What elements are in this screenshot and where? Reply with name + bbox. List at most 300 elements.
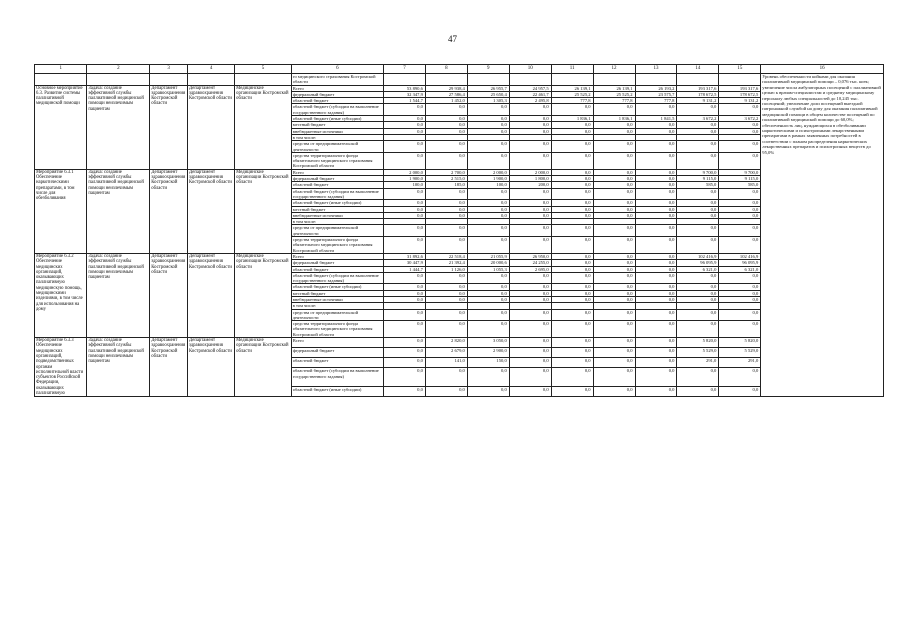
column-number: 16 — [761, 65, 884, 74]
amount-cell: 0,0 — [383, 272, 425, 284]
amount-cell: 1 900,0 — [467, 176, 509, 182]
amount-cell: 0,0 — [509, 290, 551, 296]
funding-source: областной бюджет (субсидии на выполнение государственного задания) — [291, 368, 383, 387]
amount-cell: 102 416,9 — [719, 253, 761, 259]
amount-cell: 193 317,6 — [677, 85, 719, 91]
funding-source: Всего — [291, 169, 383, 175]
co-executor: Департамент здравоохранения Костромской области — [188, 169, 235, 253]
amount-cell: 0,0 — [719, 296, 761, 302]
amount-cell: 0,0 — [635, 321, 677, 338]
amount-cell: 100,0 — [383, 182, 425, 188]
amount-cell: 0,0 — [635, 152, 677, 169]
amount-cell: 0,0 — [383, 237, 425, 254]
amount-cell: 0,0 — [467, 116, 509, 122]
amount-cell: 0,0 — [593, 368, 635, 387]
amount-cell: 0,0 — [509, 348, 551, 358]
amount-cell: 0,0 — [467, 237, 509, 254]
participants: Медицинские организации Костромской области — [235, 253, 292, 337]
amount-cell: 0,0 — [635, 122, 677, 128]
amount-cell: 0,0 — [635, 176, 677, 182]
amount-cell: 0,0 — [677, 206, 719, 212]
amount-cell: 0,0 — [467, 290, 509, 296]
amount-cell: 27 586,4 — [425, 91, 467, 97]
amount-cell: 0,0 — [467, 212, 509, 218]
amount-cell: 0,0 — [635, 260, 677, 266]
amount-cell: 0,0 — [593, 128, 635, 134]
amount-cell: 0,0 — [509, 116, 551, 122]
amount-cell: 0,0 — [467, 122, 509, 128]
amount-cell: 0,0 — [677, 296, 719, 302]
amount-cell: 0,0 — [383, 309, 425, 321]
amount-cell: 0,0 — [719, 206, 761, 212]
amount-cell: 0,0 — [383, 141, 425, 153]
amount-cell: 0,0 — [593, 284, 635, 290]
amount-cell: 0,0 — [719, 188, 761, 200]
amount-cell: 0,0 — [467, 284, 509, 290]
amount-cell: 0,0 — [635, 182, 677, 188]
amount-cell: 0,0 — [677, 141, 719, 153]
empty-cell — [551, 74, 593, 86]
amount-cell: 25 650,4 — [467, 91, 509, 97]
amount-cell: 0,0 — [383, 200, 425, 206]
funding-source: Всего — [291, 85, 383, 91]
column-number: 15 — [719, 65, 761, 74]
column-number: 9 — [467, 65, 509, 74]
table-row — [35, 169, 884, 175]
table-row — [35, 253, 884, 259]
amount-cell: 0,0 — [635, 212, 677, 218]
amount-cell: 0,0 — [425, 225, 467, 237]
amount-cell: 0,0 — [425, 206, 467, 212]
amount-cell: 0,0 — [677, 290, 719, 296]
column-number-row — [35, 65, 884, 74]
amount-cell: 5 820,0 — [677, 338, 719, 348]
amount-cell: 0,0 — [593, 348, 635, 358]
amount-cell: 2 695,0 — [509, 266, 551, 272]
amount-cell: 0,0 — [593, 253, 635, 259]
amount-cell: 0,0 — [719, 237, 761, 254]
amount-cell: 0,0 — [635, 296, 677, 302]
funding-source: областной бюджет (иные субсидии) — [291, 387, 383, 397]
amount-cell: 0,0 — [677, 128, 719, 134]
amount-cell: 0,0 — [593, 358, 635, 368]
amount-cell: 0,0 — [593, 237, 635, 254]
budget-table — [34, 64, 884, 397]
empty-cell — [383, 74, 425, 86]
amount-cell: 0,0 — [677, 104, 719, 116]
amount-cell: 0,0 — [719, 321, 761, 338]
funding-source: федеральный бюджет — [291, 260, 383, 266]
amount-cell: 102 416,9 — [677, 253, 719, 259]
amount-cell: 0,0 — [635, 200, 677, 206]
amount-cell: 6 321,0 — [719, 266, 761, 272]
amount-cell: 0,0 — [719, 104, 761, 116]
amount-cell: 0,0 — [719, 290, 761, 296]
amount-cell: 0,0 — [551, 338, 593, 348]
amount-cell: 6 321,0 — [677, 266, 719, 272]
amount-cell: 0,0 — [509, 237, 551, 254]
amount-cell: 0,0 — [593, 200, 635, 206]
funding-source: местный бюджет — [291, 290, 383, 296]
amount-cell: 185,0 — [425, 182, 467, 188]
amount-cell: 0,0 — [383, 152, 425, 169]
amount-cell: 0,0 — [509, 284, 551, 290]
amount-cell: 5 820,0 — [719, 338, 761, 348]
participants: Медицинские организации Костромской области — [235, 169, 292, 253]
empty-cell — [467, 74, 509, 86]
funding-source: областной бюджет — [291, 266, 383, 272]
amount-cell: 0,0 — [425, 104, 467, 116]
amount-cell: 0,0 — [551, 272, 593, 284]
amount-cell: 0,0 — [593, 169, 635, 175]
amount-cell: 0,0 — [425, 212, 467, 218]
amount-cell: 0,0 — [467, 200, 509, 206]
amount-cell: 0,0 — [425, 284, 467, 290]
measure-name: Мероприятие 6.3.3 Обеспечение медицинских организаций, подведомственных органам исполнительной власти субъектов Российской Федерации, оказывающих паллиативную — [35, 338, 87, 397]
funding-source: Всего — [291, 338, 383, 348]
amount-cell: 0,0 — [551, 206, 593, 212]
column-number: 3 — [150, 65, 188, 74]
amount-cell: 0,0 — [677, 225, 719, 237]
amount-cell: 178 672,5 — [677, 91, 719, 97]
amount-cell: 0,0 — [593, 296, 635, 302]
amount-cell: 0,0 — [467, 206, 509, 212]
empty-cell — [188, 74, 235, 86]
amount-cell: 0,0 — [677, 122, 719, 128]
amount-cell: 0,0 — [719, 368, 761, 387]
amount-cell: 0,0 — [635, 387, 677, 397]
amount-cell: 0,0 — [551, 169, 593, 175]
column-number: 6 — [291, 65, 383, 74]
amount-cell: 0,0 — [635, 225, 677, 237]
amount-cell: 24 255,0 — [509, 260, 551, 266]
funding-source: федеральный бюджет — [291, 176, 383, 182]
amount-cell: 0,0 — [467, 141, 509, 153]
amount-cell: 0,0 — [635, 188, 677, 200]
empty-cell — [87, 74, 150, 86]
amount-cell: 0,0 — [677, 237, 719, 254]
amount-cell: 0,0 — [719, 200, 761, 206]
amount-cell: 0,0 — [383, 296, 425, 302]
funding-source: средства от предпринимательской деятельности — [291, 309, 383, 321]
amount-cell: 2 679,0 — [425, 348, 467, 358]
amount-cell: 0,0 — [719, 128, 761, 134]
amount-cell: 1 126,0 — [425, 266, 467, 272]
column-number: 14 — [677, 65, 719, 74]
amount-cell: 0,0 — [635, 309, 677, 321]
measure-name: Мероприятие 6.3.1 Обеспечение наркотическими препаратами, в том числе для обезболивания — [35, 169, 87, 253]
amount-cell: 0,0 — [593, 260, 635, 266]
amount-cell: 0,0 — [467, 104, 509, 116]
amount-cell: 0,0 — [509, 368, 551, 387]
amount-cell: 0,0 — [593, 387, 635, 397]
amount-cell: 0,0 — [467, 272, 509, 284]
amount-cell: 0,0 — [635, 284, 677, 290]
amount-cell: 53 890,6 — [383, 85, 425, 91]
amount-cell: 0,0 — [425, 290, 467, 296]
participants: Медицинские организации Костромской области — [235, 338, 292, 397]
amount-cell: 291,0 — [677, 358, 719, 368]
amount-cell: 0,0 — [719, 212, 761, 218]
amount-cell: 0,0 — [635, 358, 677, 368]
amount-cell: 2 000,0 — [509, 169, 551, 175]
column-number: 4 — [188, 65, 235, 74]
amount-cell: 0,0 — [551, 200, 593, 206]
amount-cell: 0,0 — [509, 212, 551, 218]
amount-cell: 1 544,7 — [383, 98, 425, 104]
amount-cell: 0,0 — [635, 253, 677, 259]
amount-cell: 0,0 — [467, 387, 509, 397]
amount-cell: 0,0 — [509, 387, 551, 397]
amount-cell: 0,0 — [383, 358, 425, 368]
amount-cell: 0,0 — [593, 122, 635, 128]
responsible-executor: Департамент здравоохранения Костромской области — [150, 85, 188, 169]
amount-cell: 32 347,9 — [383, 91, 425, 97]
amount-cell: 0,0 — [383, 290, 425, 296]
amount-cell: 0,0 — [677, 321, 719, 338]
amount-cell: 0,0 — [593, 104, 635, 116]
amount-cell: 0,0 — [425, 122, 467, 128]
amount-cell: 2 700,0 — [425, 169, 467, 175]
funding-source: го медицинского страхования Костромской области — [291, 74, 383, 86]
amount-cell: 1 055,3 — [467, 266, 509, 272]
amount-cell: 25 525,2 — [593, 91, 635, 97]
funding-source: средства от предпринимательской деятельности — [291, 141, 383, 153]
amount-cell: 0,0 — [425, 309, 467, 321]
amount-cell: 0,0 — [509, 321, 551, 338]
amount-cell: 0,0 — [467, 296, 509, 302]
amount-cell: 0,0 — [593, 141, 635, 153]
amount-cell: 0,0 — [551, 253, 593, 259]
amount-cell: 0,0 — [635, 169, 677, 175]
amount-cell: 0,0 — [509, 152, 551, 169]
amount-cell: 0,0 — [383, 225, 425, 237]
amount-cell: 0,0 — [593, 176, 635, 182]
amount-cell: 0,0 — [383, 368, 425, 387]
co-executor: Департамент здравоохранения Костромской области — [188, 85, 235, 169]
amount-cell: 0,0 — [383, 212, 425, 218]
amount-cell: 0,0 — [551, 387, 593, 397]
task-description: Задача: создание эффективной службы паллиативной медицинской помощи неизлечимым пациентам — [87, 85, 150, 169]
amount-cell: 3 050,0 — [467, 338, 509, 348]
amount-cell: 0,0 — [551, 309, 593, 321]
amount-cell: 3 672,2 — [719, 116, 761, 122]
amount-cell: 0,0 — [467, 188, 509, 200]
amount-cell: 0,0 — [467, 309, 509, 321]
amount-cell: 0,0 — [719, 225, 761, 237]
amount-cell: 0,0 — [551, 296, 593, 302]
amount-cell: 0,0 — [593, 188, 635, 200]
funding-source: областной бюджет (субсидии на выполнение государственного задания) — [291, 272, 383, 284]
amount-cell: 0,0 — [635, 141, 677, 153]
amount-cell: 0,0 — [719, 272, 761, 284]
amount-cell: 0,0 — [635, 104, 677, 116]
amount-cell: 0,0 — [425, 188, 467, 200]
amount-cell: 291,0 — [719, 358, 761, 368]
column-number: 10 — [509, 65, 551, 74]
amount-cell: 21 055,9 — [467, 253, 509, 259]
amount-cell: 0,0 — [719, 122, 761, 128]
amount-cell: 0,0 — [383, 104, 425, 116]
funding-source: областной бюджет — [291, 98, 383, 104]
amount-cell: 0,0 — [509, 104, 551, 116]
amount-cell: 0,0 — [509, 206, 551, 212]
amount-cell: 0,0 — [593, 206, 635, 212]
task-description: Задача: создание эффективной службы паллиативной медицинской помощи неизлечимым пациентам — [87, 253, 150, 337]
amount-cell: 0,0 — [551, 212, 593, 218]
funding-source: областной бюджет — [291, 358, 383, 368]
amount-cell: 0,0 — [551, 237, 593, 254]
amount-cell: 23 575,7 — [635, 91, 677, 97]
amount-cell: 0,0 — [677, 368, 719, 387]
amount-cell: 9 115,0 — [677, 176, 719, 182]
amount-cell: 0,0 — [551, 188, 593, 200]
amount-cell: 0,0 — [593, 225, 635, 237]
amount-cell: 0,0 — [467, 368, 509, 387]
amount-cell: 0,0 — [635, 368, 677, 387]
amount-cell: 0,0 — [593, 266, 635, 272]
amount-cell: 0,0 — [425, 237, 467, 254]
amount-cell: 22 461,7 — [509, 91, 551, 97]
amount-cell: 2 000,0 — [467, 169, 509, 175]
amount-cell: 0,0 — [677, 152, 719, 169]
amount-cell: 9 700,0 — [719, 169, 761, 175]
amount-cell: 0,0 — [551, 290, 593, 296]
amount-cell: 0,0 — [635, 237, 677, 254]
amount-cell: 0,0 — [383, 338, 425, 348]
amount-cell: 2 900,0 — [467, 348, 509, 358]
amount-cell: 0,0 — [551, 152, 593, 169]
amount-cell: 0,0 — [551, 141, 593, 153]
responsible-executor: Департамент здравоохранения Костромской области — [150, 253, 188, 337]
amount-cell: 0,0 — [635, 206, 677, 212]
amount-cell: 0,0 — [677, 200, 719, 206]
amount-cell: 1 305,3 — [467, 98, 509, 104]
amount-cell: 9 131,2 — [719, 98, 761, 104]
responsible-executor: Департамент здравоохранения Костромской области — [150, 338, 188, 397]
amount-cell: 0,0 — [551, 128, 593, 134]
amount-cell: 0,0 — [551, 321, 593, 338]
amount-cell: 0,0 — [551, 260, 593, 266]
amount-cell: 26 193,2 — [635, 85, 677, 91]
amount-cell: 0,0 — [593, 309, 635, 321]
amount-cell: 0,0 — [425, 296, 467, 302]
amount-cell: 0,0 — [425, 141, 467, 153]
amount-cell: 0,0 — [635, 266, 677, 272]
amount-cell: 2 515,0 — [425, 176, 467, 182]
amount-cell: 3 672,2 — [677, 116, 719, 122]
amount-cell: 96 095,9 — [719, 260, 761, 266]
amount-cell: 0,0 — [509, 188, 551, 200]
target-indicators: Уровень обеспеченности койками для оказания паллиативной медицинской помощи – 0,076 тыс. коек; увеличение числа амбулаторных посещений с паллиативной целью к врачам-специалистам и среднему медицинскому персоналу любых специальностей до 10,245 тыс. посещений; увеличение доли посещений выездной патронажной службой на дому для оказания паллиативной медицинской помощи в общем количестве посещений по паллиативной медицинской помощи до 60,0%; обеспеченность лиц, нуждающихся в обезболивании наркотическими и психотропными лекарственными препаратами в рамках заявленных потребностей в соответствии с планом распределения наркотических лекарственных препаратов и психотропных веществ до 95,0% — [761, 74, 884, 397]
amount-cell: 2 820,0 — [425, 338, 467, 348]
amount-cell: 9 115,0 — [719, 176, 761, 182]
amount-cell: 0,0 — [677, 188, 719, 200]
amount-cell: 0,0 — [593, 321, 635, 338]
continuation-row — [35, 74, 884, 86]
amount-cell: 0,0 — [383, 188, 425, 200]
funding-source: Всего — [291, 253, 383, 259]
amount-cell: 0,0 — [593, 152, 635, 169]
amount-cell: 5 529,0 — [719, 348, 761, 358]
amount-cell: 9 131,2 — [677, 98, 719, 104]
amount-cell: 9 700,0 — [677, 169, 719, 175]
amount-cell: 2 495,8 — [509, 98, 551, 104]
amount-cell: 0,0 — [509, 338, 551, 348]
amount-cell: 150,0 — [467, 358, 509, 368]
measure-name: Основное мероприятие 6.3. Развитие системы паллиативной медицинской помощи — [35, 85, 87, 169]
amount-cell: 0,0 — [509, 122, 551, 128]
amount-cell: 0,0 — [551, 266, 593, 272]
amount-cell: 777,8 — [551, 98, 593, 104]
amount-cell: 1 836,1 — [551, 116, 593, 122]
empty-cell — [719, 74, 761, 86]
amount-cell: 0,0 — [551, 182, 593, 188]
amount-cell: 0,0 — [551, 176, 593, 182]
amount-cell: 0,0 — [509, 225, 551, 237]
task-description: Задача: создание эффективной службы паллиативной медицинской помощи неизлечимым пациентам — [87, 338, 150, 397]
measure-name: Мероприятие 6.3.2 Обеспечение медицинских организаций, оказывающих паллиативную медицинскую помощь, медицинскими изделиями, в том числе для использования на дому — [35, 253, 87, 337]
amount-cell: 0,0 — [509, 272, 551, 284]
amount-cell: 0,0 — [467, 225, 509, 237]
funding-source: средства территориального фонда обязательного медицинского страхования Костромской области — [291, 152, 383, 169]
amount-cell: 0,0 — [677, 387, 719, 397]
funding-source: средства территориального фонда обязательного медицинского страхования Костромской области — [291, 237, 383, 254]
amount-cell: 0,0 — [551, 368, 593, 387]
column-number: 8 — [425, 65, 467, 74]
funding-source: в том числе: — [291, 219, 383, 225]
amount-cell: 0,0 — [383, 128, 425, 134]
amount-cell: 0,0 — [719, 284, 761, 290]
amount-cell: 0,0 — [551, 284, 593, 290]
funding-source: внебюджетные источники — [291, 212, 383, 218]
amount-cell: 5 529,0 — [677, 348, 719, 358]
task-description: Задача: создание эффективной службы паллиативной медицинской помощи неизлечимым пациентам — [87, 169, 150, 253]
column-number: 1 — [35, 65, 87, 74]
amount-cell: 0,0 — [467, 321, 509, 338]
amount-cell: 141,0 — [425, 358, 467, 368]
funding-source: областной бюджет (субсидии на выполнение государственного задания) — [291, 104, 383, 116]
amount-cell: 26 139,1 — [551, 85, 593, 91]
amount-cell: 0,0 — [635, 128, 677, 134]
amount-cell: 0,0 — [677, 272, 719, 284]
empty-cell — [677, 74, 719, 86]
amount-cell: 0,0 — [719, 152, 761, 169]
amount-cell: 0,0 — [467, 152, 509, 169]
amount-cell: 0,0 — [677, 284, 719, 290]
empty-cell — [593, 74, 635, 86]
amount-cell: 0,0 — [593, 338, 635, 348]
amount-cell: 0,0 — [551, 122, 593, 128]
empty-cell — [635, 74, 677, 86]
amount-cell: 21 392,4 — [425, 260, 467, 266]
amount-cell: 0,0 — [383, 206, 425, 212]
funding-source: внебюджетные источники — [291, 128, 383, 134]
amount-cell: 0,0 — [551, 358, 593, 368]
co-executor: Департамент здравоохранения Костромской области — [188, 338, 235, 397]
amount-cell: 0,0 — [425, 128, 467, 134]
amount-cell: 1 836,1 — [593, 116, 635, 122]
amount-cell: 777,8 — [635, 98, 677, 104]
amount-cell: 31 892,6 — [383, 253, 425, 259]
funding-source: областной бюджет (иные субсидии) — [291, 284, 383, 290]
amount-cell: 0,0 — [425, 387, 467, 397]
page-number: 47 — [448, 34, 457, 44]
empty-cell — [150, 74, 188, 86]
amount-cell: 26 955,7 — [467, 85, 509, 91]
empty-cell — [425, 74, 467, 86]
participants: Медицинские организации Костромской области — [235, 85, 292, 169]
